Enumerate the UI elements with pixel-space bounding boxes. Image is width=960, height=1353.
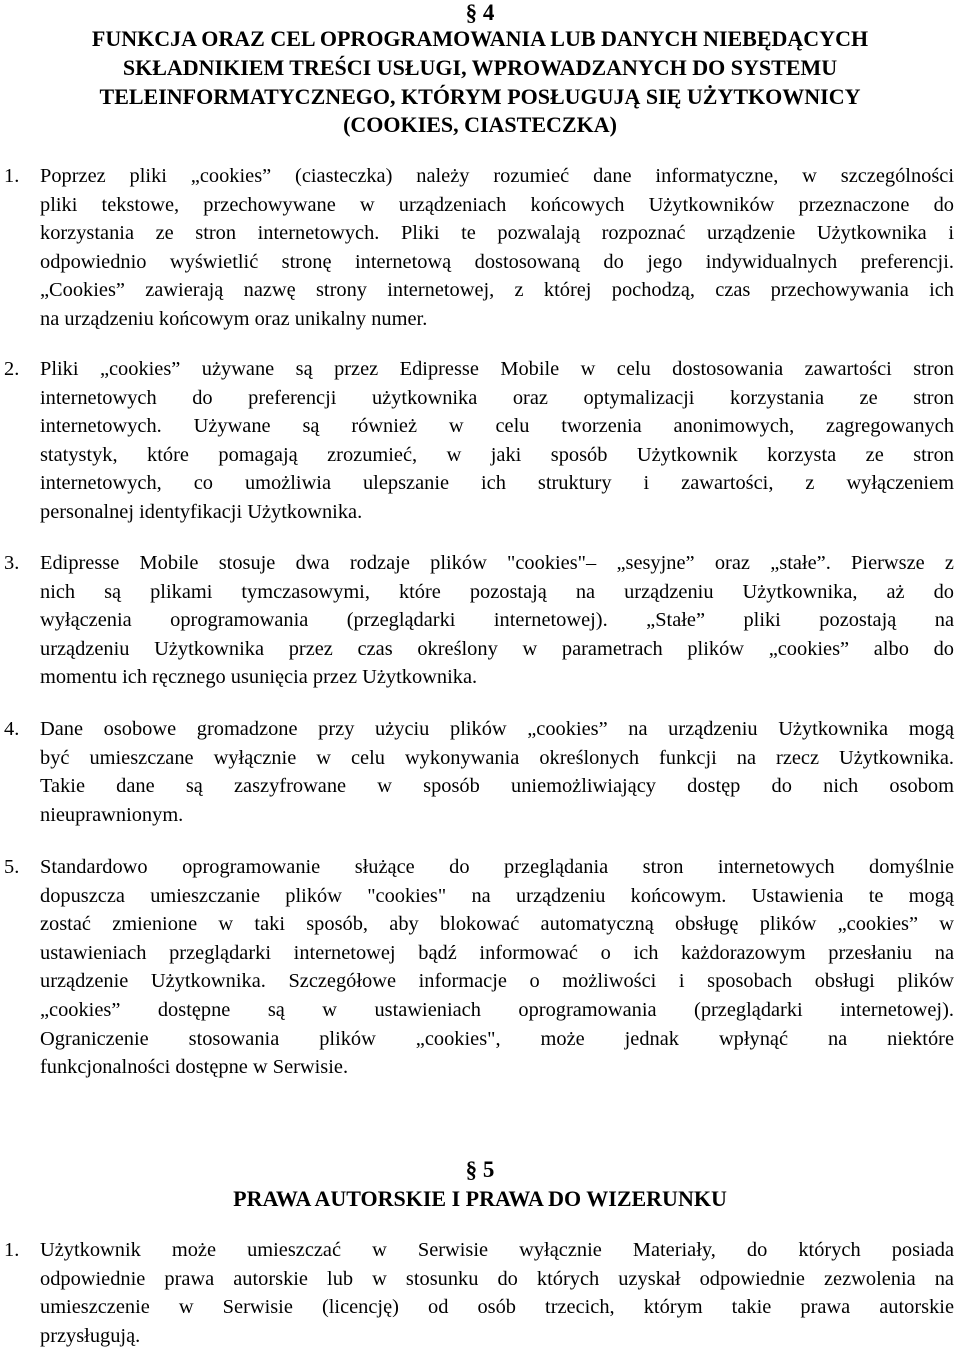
paragraph-line: Użytkownik może umieszczać w Serwisie wyłącznie Materiały, do których posiada xyxy=(40,1239,954,1261)
paragraph-line: internetowych. Używane są również w celu tworzenia anonimowych, zagregowanych xyxy=(40,415,954,438)
paragraph-line: nich są plikami tymczasowymi, które pozostają na urządzeniu Użytkownika, aż do xyxy=(40,580,954,603)
paragraph-line: zostać zmienione w taki sposób, aby blokować automatyczną obsługę plików „cookies” w xyxy=(40,913,954,936)
paragraph-line: nieuprawnionym. xyxy=(40,803,184,826)
paragraph-line: odpowiednio wyświetlić stronę internetową dostosowaną do jego indywidualnych preferencji. xyxy=(40,250,954,273)
paragraph-number: 4. xyxy=(4,718,20,740)
section-4-paragraph-4 xyxy=(4,715,954,829)
paragraph-line: „Cookies” zawierają nazwę strony internetowej, z której pochodzą, czas przechowywania ich xyxy=(40,279,954,302)
section-4-paragraph-5 xyxy=(4,853,954,1082)
paragraph-line: przysługują. xyxy=(40,1324,141,1347)
paragraph-line: odpowiednie prawa autorskie lub w stosunku do których uzyskał odpowiednie zezwolenia na xyxy=(40,1267,954,1290)
paragraph-line: Ograniczenie stosowania plików „cookies", może jednak wpłynąć na niektóre xyxy=(40,1027,954,1050)
paragraph-line: „cookies” dostępne są w ustawieniach oprogramowania (przeglądarki internetowej). xyxy=(40,998,954,1021)
paragraph-line: internetowych do preferencji użytkownika oraz optymalizacji korzystania ze stron xyxy=(40,386,954,409)
paragraph-line: Dane osobowe gromadzone przy użyciu plików „cookies” na urządzeniu Użytkownika mogą xyxy=(40,718,954,740)
paragraph-line: wyłączenia oprogramowania (przeglądarki internetowej). „Stałe” pliki pozostają na xyxy=(40,609,954,632)
section-5-paragraph-1 xyxy=(4,1236,954,1350)
paragraph-line: urządzeniu Użytkownika przez czas określony w parametrach plików „cookies” albo do xyxy=(40,637,954,660)
section-4-paragraph-1 xyxy=(4,162,954,334)
paragraph-line: Pliki „cookies” używane są przez Edipresse Mobile w celu dostosowania zawartości stron xyxy=(40,358,954,380)
paragraph-line: pliki tekstowe, przechowywane w urządzeniach końcowych Użytkowników przeznaczone do xyxy=(40,193,954,216)
paragraph-line: Poprzez pliki „cookies” (ciasteczka) należy rozumieć dane informatyczne, w szczególności xyxy=(40,165,954,187)
paragraph-line: Standardowo oprogramowanie służące do przeglądania stron internetowych domyślnie xyxy=(40,856,954,878)
section-4-title-line-1: FUNKCJA ORAZ CEL OPROGRAMOWANIA LUB DANYCH NIEBĘDĄCYCH xyxy=(91,26,869,51)
section-5-title: PRAWA AUTORSKIE I PRAWA DO WIZERUNKU xyxy=(233,1186,727,1211)
paragraph-line: statystyk, które pomagają zrozumieć, w jaki sposób Użytkownik korzysta ze stron xyxy=(40,443,954,466)
paragraph-line: umieszczenie w Serwisie (licencję) od osób trzecich, którym takie prawa autorskie xyxy=(40,1296,954,1319)
paragraph-number: 3. xyxy=(4,552,20,574)
section-4-title-line-3: TELEINFORMATYCZNEGO, KTÓRYM POSŁUGUJĄ SIĘ UŻYTKOWNICY xyxy=(99,84,861,109)
section-4-paragraph-2 xyxy=(4,355,954,527)
section-4-number: § 4 xyxy=(465,0,495,25)
paragraph-line: momentu ich ręcznego usunięcia przez Użytkownika. xyxy=(40,666,478,689)
paragraph-line: korzystania ze stron internetowych. Pliki te pozwalają rozpoznać urządzenie Użytkownika i xyxy=(40,222,954,245)
paragraph-number: 5. xyxy=(4,856,20,878)
section-5-number: § 5 xyxy=(465,1157,495,1182)
paragraph-line: na urządzeniu końcowym oraz unikalny numer. xyxy=(40,307,428,330)
paragraph-line: personalnej identyfikacji Użytkownika. xyxy=(40,500,363,523)
paragraph-number: 1. xyxy=(4,1239,20,1261)
paragraph-line: internetowych, co umożliwia ulepszanie ich struktury i zawartości, z wyłączeniem xyxy=(40,472,954,495)
paragraph-line: Edipresse Mobile stosuje dwa rodzaje plików "cookies"– „sesyjne” oraz „stałe”. Pierwsze z xyxy=(40,552,954,574)
paragraph-line: dopuszcza umieszczanie plików "cookies" na urządzeniu końcowym. Ustawienia te mogą xyxy=(40,884,954,907)
paragraph-line: Takie dane są zaszyfrowane w sposób uniemożliwiający dostęp do nich osobom xyxy=(40,775,954,798)
section-4-title-line-2: SKŁADNIKIEM TREŚCI USŁUGI, WPROWADZANYCH DO SYSTEMU xyxy=(122,55,838,80)
paragraph-number: 2. xyxy=(4,358,20,380)
paragraph-line: być umieszczane wyłącznie w celu wykonywania określonych funkcji na rzecz Użytkownika. xyxy=(40,746,954,769)
paragraph-line: urządzenie Użytkownika. Szczegółowe informacje o możliwości i sposobach obsługi plików xyxy=(40,970,954,993)
section-4-title-line-4: (COOKIES, CIASTECZKA) xyxy=(343,112,617,137)
section-4-paragraph-3 xyxy=(4,549,954,692)
paragraph-number: 1. xyxy=(4,165,20,187)
paragraph-line: ustawieniach przeglądarki internetowej bądź informować o ich każdorazowym przesłaniu na xyxy=(40,941,954,964)
paragraph-line: funkcjonalności dostępne w Serwisie. xyxy=(40,1056,349,1079)
